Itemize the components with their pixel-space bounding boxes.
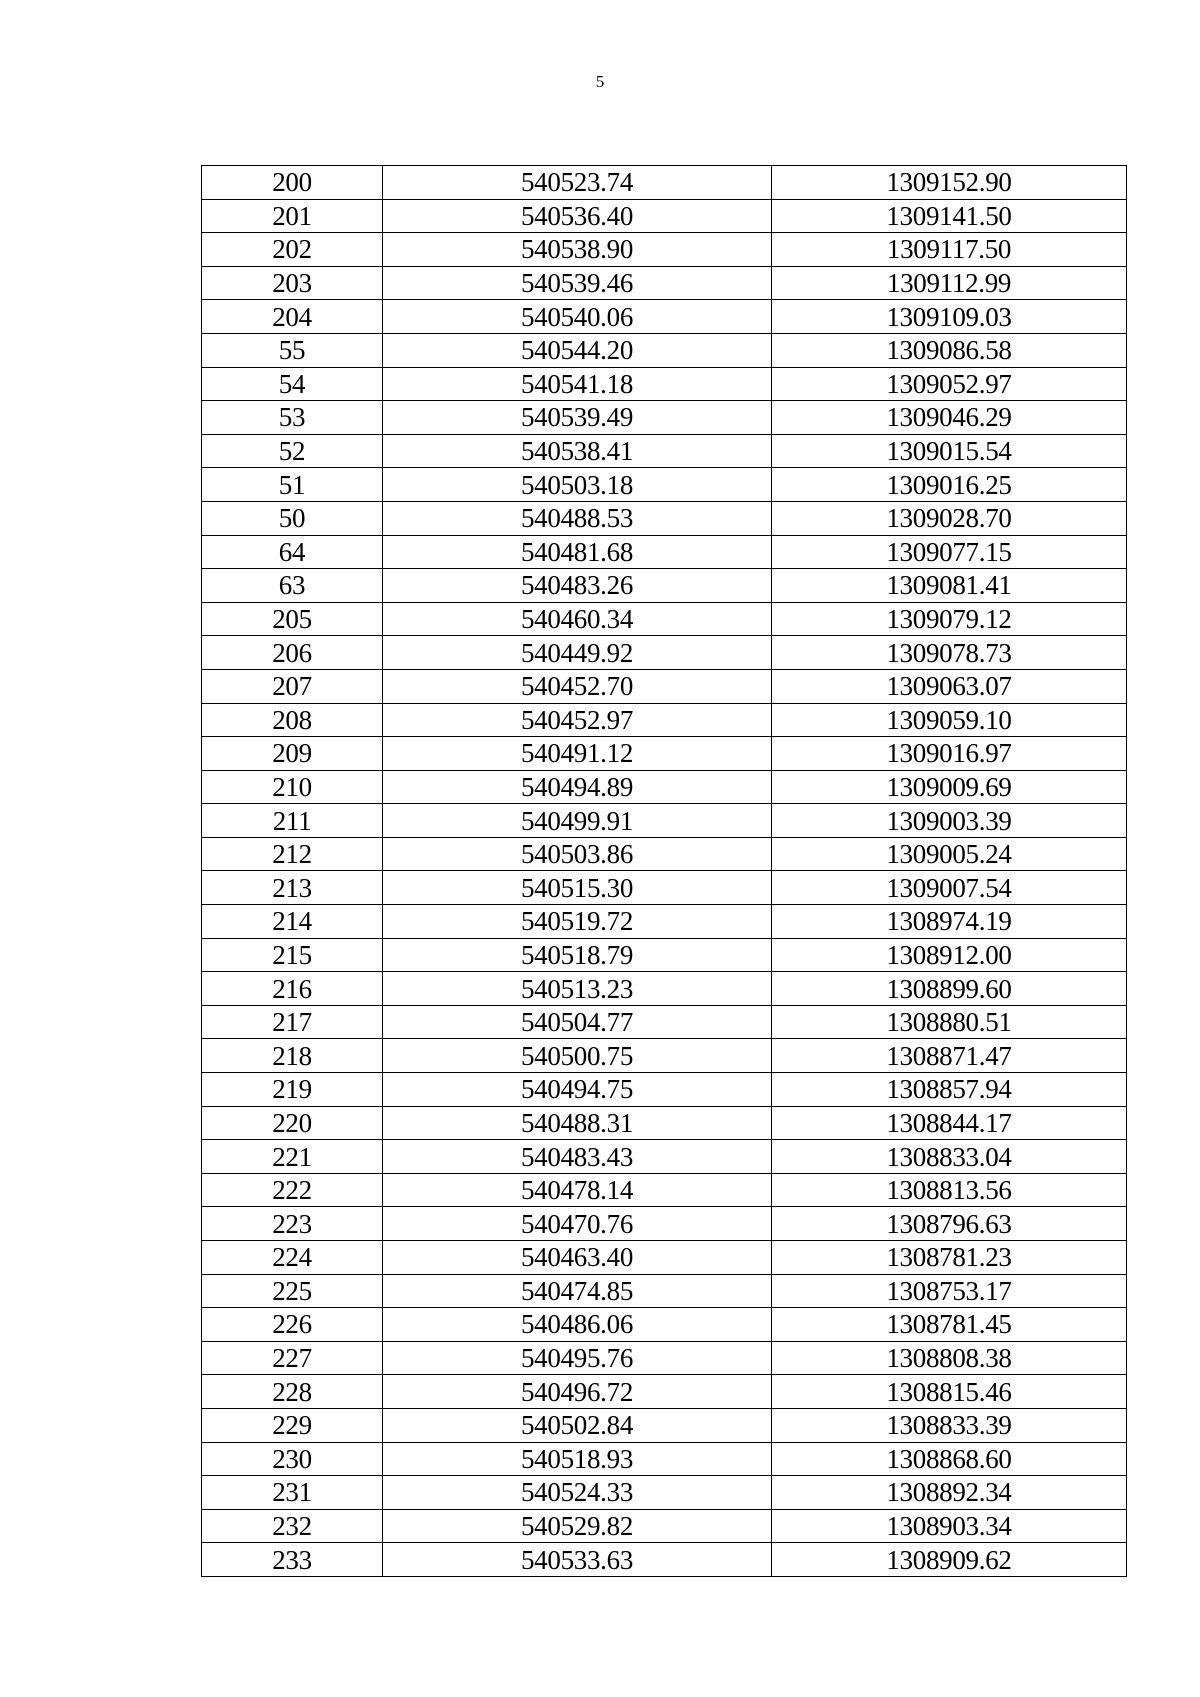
table-row bbox=[202, 804, 1127, 838]
point-number-cell: 201 bbox=[202, 199, 383, 233]
x-coordinate-cell: 540541.18 bbox=[383, 367, 772, 401]
point-number-cell: 200 bbox=[202, 166, 383, 200]
table-row bbox=[202, 1207, 1127, 1241]
x-coordinate-cell: 540529.82 bbox=[383, 1509, 772, 1543]
table-row bbox=[202, 938, 1127, 972]
point-number-cell: 54 bbox=[202, 367, 383, 401]
table-row bbox=[202, 535, 1127, 569]
y-coordinate-cell: 1308974.19 bbox=[772, 905, 1127, 939]
point-number-cell: 212 bbox=[202, 837, 383, 871]
table-row bbox=[202, 770, 1127, 804]
x-coordinate-cell: 540519.72 bbox=[383, 905, 772, 939]
x-coordinate-cell: 540539.46 bbox=[383, 266, 772, 300]
y-coordinate-cell: 1308808.38 bbox=[772, 1341, 1127, 1375]
x-coordinate-cell: 540500.75 bbox=[383, 1039, 772, 1073]
x-coordinate-cell: 540494.75 bbox=[383, 1073, 772, 1107]
table-row bbox=[202, 1106, 1127, 1140]
table-row bbox=[202, 1073, 1127, 1107]
y-coordinate-cell: 1309028.70 bbox=[772, 501, 1127, 535]
table-row bbox=[202, 972, 1127, 1006]
table-row bbox=[202, 837, 1127, 871]
table-row bbox=[202, 300, 1127, 334]
x-coordinate-cell: 540518.79 bbox=[383, 938, 772, 972]
point-number-cell: 53 bbox=[202, 401, 383, 435]
y-coordinate-cell: 1309152.90 bbox=[772, 166, 1127, 200]
point-number-cell: 64 bbox=[202, 535, 383, 569]
y-coordinate-cell: 1308871.47 bbox=[772, 1039, 1127, 1073]
x-coordinate-cell: 540481.68 bbox=[383, 535, 772, 569]
x-coordinate-cell: 540502.84 bbox=[383, 1408, 772, 1442]
table-row bbox=[202, 1241, 1127, 1275]
y-coordinate-cell: 1308813.56 bbox=[772, 1173, 1127, 1207]
x-coordinate-cell: 540503.18 bbox=[383, 468, 772, 502]
point-number-cell: 63 bbox=[202, 569, 383, 603]
point-number-cell: 220 bbox=[202, 1106, 383, 1140]
y-coordinate-cell: 1309117.50 bbox=[772, 233, 1127, 267]
x-coordinate-cell: 540504.77 bbox=[383, 1005, 772, 1039]
table-row bbox=[202, 468, 1127, 502]
x-coordinate-cell: 540488.31 bbox=[383, 1106, 772, 1140]
x-coordinate-cell: 540494.89 bbox=[383, 770, 772, 804]
x-coordinate-cell: 540483.43 bbox=[383, 1140, 772, 1174]
table-row bbox=[202, 1543, 1127, 1577]
x-coordinate-cell: 540449.92 bbox=[383, 636, 772, 670]
y-coordinate-cell: 1308912.00 bbox=[772, 938, 1127, 972]
point-number-cell: 222 bbox=[202, 1173, 383, 1207]
point-number-cell: 219 bbox=[202, 1073, 383, 1107]
x-coordinate-cell: 540463.40 bbox=[383, 1241, 772, 1275]
table-row bbox=[202, 434, 1127, 468]
coordinates-table-body bbox=[202, 166, 1127, 1577]
x-coordinate-cell: 540518.93 bbox=[383, 1442, 772, 1476]
table-row bbox=[202, 905, 1127, 939]
point-number-cell: 232 bbox=[202, 1509, 383, 1543]
table-row bbox=[202, 233, 1127, 267]
y-coordinate-cell: 1309063.07 bbox=[772, 669, 1127, 703]
table-row bbox=[202, 1509, 1127, 1543]
point-number-cell: 233 bbox=[202, 1543, 383, 1577]
point-number-cell: 218 bbox=[202, 1039, 383, 1073]
y-coordinate-cell: 1309007.54 bbox=[772, 871, 1127, 905]
point-number-cell: 221 bbox=[202, 1140, 383, 1174]
x-coordinate-cell: 540536.40 bbox=[383, 199, 772, 233]
table-row bbox=[202, 1173, 1127, 1207]
point-number-cell: 230 bbox=[202, 1442, 383, 1476]
table-row bbox=[202, 166, 1127, 200]
x-coordinate-cell: 540491.12 bbox=[383, 737, 772, 771]
y-coordinate-cell: 1308753.17 bbox=[772, 1274, 1127, 1308]
table-row bbox=[202, 266, 1127, 300]
table-row bbox=[202, 367, 1127, 401]
y-coordinate-cell: 1309016.97 bbox=[772, 737, 1127, 771]
point-number-cell: 55 bbox=[202, 333, 383, 367]
point-number-cell: 202 bbox=[202, 233, 383, 267]
x-coordinate-cell: 540488.53 bbox=[383, 501, 772, 535]
y-coordinate-cell: 1308909.62 bbox=[772, 1543, 1127, 1577]
y-coordinate-cell: 1308903.34 bbox=[772, 1509, 1127, 1543]
point-number-cell: 227 bbox=[202, 1341, 383, 1375]
x-coordinate-cell: 540523.74 bbox=[383, 166, 772, 200]
y-coordinate-cell: 1309015.54 bbox=[772, 434, 1127, 468]
table-row bbox=[202, 1375, 1127, 1409]
y-coordinate-cell: 1308868.60 bbox=[772, 1442, 1127, 1476]
y-coordinate-cell: 1309003.39 bbox=[772, 804, 1127, 838]
y-coordinate-cell: 1309109.03 bbox=[772, 300, 1127, 334]
y-coordinate-cell: 1309081.41 bbox=[772, 569, 1127, 603]
table-row bbox=[202, 703, 1127, 737]
table-row bbox=[202, 501, 1127, 535]
x-coordinate-cell: 540533.63 bbox=[383, 1543, 772, 1577]
y-coordinate-cell: 1309086.58 bbox=[772, 333, 1127, 367]
x-coordinate-cell: 540495.76 bbox=[383, 1341, 772, 1375]
table-row bbox=[202, 1039, 1127, 1073]
x-coordinate-cell: 540478.14 bbox=[383, 1173, 772, 1207]
table-row bbox=[202, 1308, 1127, 1342]
point-number-cell: 203 bbox=[202, 266, 383, 300]
x-coordinate-cell: 540452.97 bbox=[383, 703, 772, 737]
point-number-cell: 225 bbox=[202, 1274, 383, 1308]
table-row bbox=[202, 333, 1127, 367]
table-row bbox=[202, 636, 1127, 670]
point-number-cell: 223 bbox=[202, 1207, 383, 1241]
point-number-cell: 209 bbox=[202, 737, 383, 771]
x-coordinate-cell: 540474.85 bbox=[383, 1274, 772, 1308]
table-row bbox=[202, 737, 1127, 771]
table-row bbox=[202, 401, 1127, 435]
x-coordinate-cell: 540483.26 bbox=[383, 569, 772, 603]
point-number-cell: 226 bbox=[202, 1308, 383, 1342]
table-row bbox=[202, 1476, 1127, 1510]
y-coordinate-cell: 1308796.63 bbox=[772, 1207, 1127, 1241]
x-coordinate-cell: 540460.34 bbox=[383, 602, 772, 636]
point-number-cell: 229 bbox=[202, 1408, 383, 1442]
y-coordinate-cell: 1309059.10 bbox=[772, 703, 1127, 737]
y-coordinate-cell: 1309005.24 bbox=[772, 837, 1127, 871]
table-row bbox=[202, 1005, 1127, 1039]
y-coordinate-cell: 1308899.60 bbox=[772, 972, 1127, 1006]
table-row bbox=[202, 569, 1127, 603]
y-coordinate-cell: 1308781.45 bbox=[772, 1308, 1127, 1342]
y-coordinate-cell: 1308857.94 bbox=[772, 1073, 1127, 1107]
point-number-cell: 217 bbox=[202, 1005, 383, 1039]
y-coordinate-cell: 1308833.04 bbox=[772, 1140, 1127, 1174]
x-coordinate-cell: 540515.30 bbox=[383, 871, 772, 905]
point-number-cell: 211 bbox=[202, 804, 383, 838]
x-coordinate-cell: 540513.23 bbox=[383, 972, 772, 1006]
point-number-cell: 216 bbox=[202, 972, 383, 1006]
table-row bbox=[202, 669, 1127, 703]
y-coordinate-cell: 1308892.34 bbox=[772, 1476, 1127, 1510]
table-row bbox=[202, 1341, 1127, 1375]
point-number-cell: 204 bbox=[202, 300, 383, 334]
point-number-cell: 214 bbox=[202, 905, 383, 939]
point-number-cell: 50 bbox=[202, 501, 383, 535]
y-coordinate-cell: 1308844.17 bbox=[772, 1106, 1127, 1140]
table-row bbox=[202, 1442, 1127, 1476]
point-number-cell: 208 bbox=[202, 703, 383, 737]
table-row bbox=[202, 1408, 1127, 1442]
x-coordinate-cell: 540470.76 bbox=[383, 1207, 772, 1241]
y-coordinate-cell: 1308833.39 bbox=[772, 1408, 1127, 1442]
table-row bbox=[202, 1140, 1127, 1174]
point-number-cell: 213 bbox=[202, 871, 383, 905]
y-coordinate-cell: 1309046.29 bbox=[772, 401, 1127, 435]
x-coordinate-cell: 540540.06 bbox=[383, 300, 772, 334]
x-coordinate-cell: 540496.72 bbox=[383, 1375, 772, 1409]
point-number-cell: 206 bbox=[202, 636, 383, 670]
page-number: 5 bbox=[595, 72, 605, 91]
y-coordinate-cell: 1309009.69 bbox=[772, 770, 1127, 804]
table-row bbox=[202, 871, 1127, 905]
y-coordinate-cell: 1309112.99 bbox=[772, 266, 1127, 300]
x-coordinate-cell: 540538.41 bbox=[383, 434, 772, 468]
y-coordinate-cell: 1309052.97 bbox=[772, 367, 1127, 401]
point-number-cell: 231 bbox=[202, 1476, 383, 1510]
table-row bbox=[202, 1274, 1127, 1308]
x-coordinate-cell: 540499.91 bbox=[383, 804, 772, 838]
point-number-cell: 52 bbox=[202, 434, 383, 468]
table-row bbox=[202, 199, 1127, 233]
point-number-cell: 205 bbox=[202, 602, 383, 636]
point-number-cell: 210 bbox=[202, 770, 383, 804]
point-number-cell: 224 bbox=[202, 1241, 383, 1275]
y-coordinate-cell: 1308781.23 bbox=[772, 1241, 1127, 1275]
x-coordinate-cell: 540452.70 bbox=[383, 669, 772, 703]
point-number-cell: 228 bbox=[202, 1375, 383, 1409]
y-coordinate-cell: 1309141.50 bbox=[772, 199, 1127, 233]
y-coordinate-cell: 1309077.15 bbox=[772, 535, 1127, 569]
point-number-cell: 51 bbox=[202, 468, 383, 502]
y-coordinate-cell: 1309078.73 bbox=[772, 636, 1127, 670]
table-row bbox=[202, 602, 1127, 636]
y-coordinate-cell: 1308880.51 bbox=[772, 1005, 1127, 1039]
x-coordinate-cell: 540486.06 bbox=[383, 1308, 772, 1342]
coordinates-table bbox=[201, 165, 1127, 1577]
point-number-cell: 207 bbox=[202, 669, 383, 703]
x-coordinate-cell: 540503.86 bbox=[383, 837, 772, 871]
y-coordinate-cell: 1308815.46 bbox=[772, 1375, 1127, 1409]
x-coordinate-cell: 540539.49 bbox=[383, 401, 772, 435]
y-coordinate-cell: 1309016.25 bbox=[772, 468, 1127, 502]
x-coordinate-cell: 540524.33 bbox=[383, 1476, 772, 1510]
x-coordinate-cell: 540544.20 bbox=[383, 333, 772, 367]
x-coordinate-cell: 540538.90 bbox=[383, 233, 772, 267]
y-coordinate-cell: 1309079.12 bbox=[772, 602, 1127, 636]
point-number-cell: 215 bbox=[202, 938, 383, 972]
